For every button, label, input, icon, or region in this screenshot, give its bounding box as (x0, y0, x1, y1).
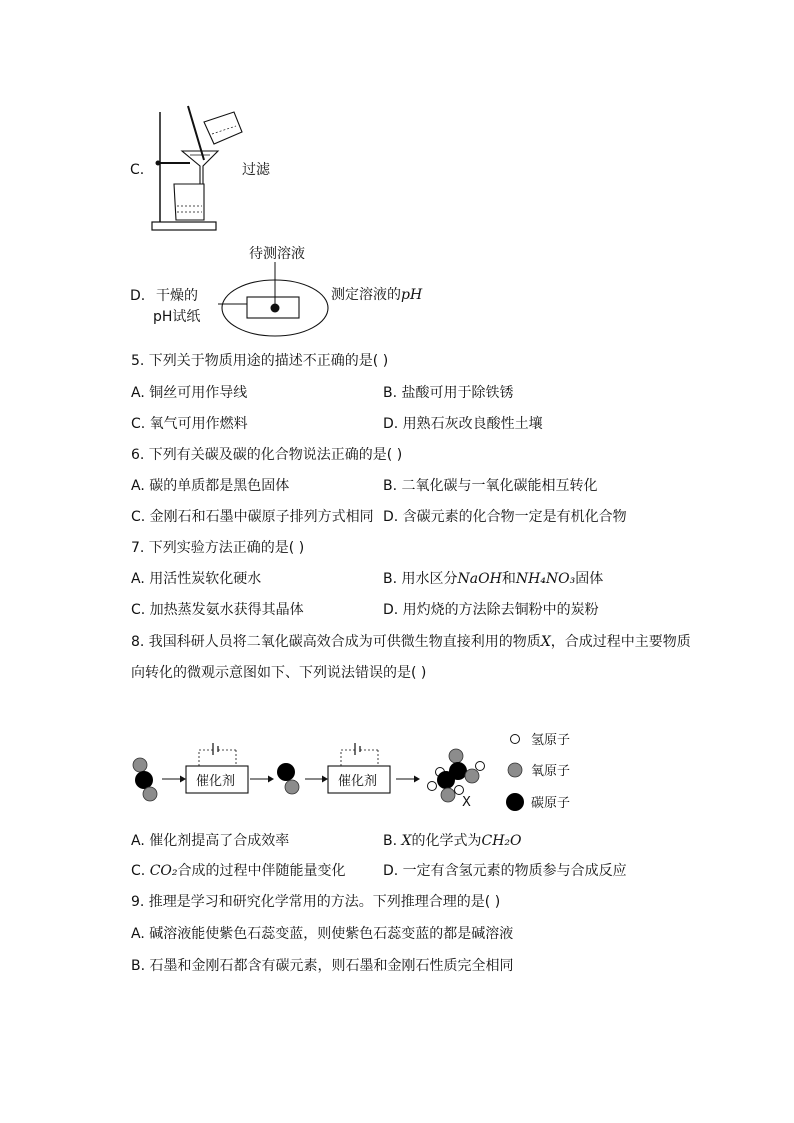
q8-stem-line-1 (131, 633, 691, 651)
q9-option-b: B. 石墨和金刚石都含有碳元素，则石墨和金刚石性质完全相同 (131, 958, 514, 974)
q6-option-d: D. 含碳元素的化合物一定是有机化合物 (383, 509, 627, 525)
option-d-right-label-var: pH (401, 287, 423, 303)
option-d-left-label-2: pH试纸 (153, 309, 201, 325)
q8-option-c-text: 合成的过程中伴随能量变化 (177, 863, 346, 879)
option-c-label: 过滤 (242, 162, 270, 178)
q8-option-c-letter: C. (131, 863, 150, 879)
q6-stem: 6. 下列有关碳及碳的化合物说法正确的是( ) (131, 447, 403, 463)
q7-option-b (383, 570, 603, 588)
legend-hydrogen-icon (511, 735, 520, 744)
q8-option-b-mid: 的化学式为 (411, 833, 482, 849)
q9-stem: 9. 推理是学习和研究化学常用的方法。下列推理合理的是( ) (131, 894, 501, 910)
ph-test-diagram (220, 268, 340, 338)
q6-option-a: A. 碳的单质都是黑色固体 (131, 478, 290, 494)
q6-option-b: B. 二氧化碳与一氧化碳能相互转化 (383, 478, 598, 494)
q7-option-b-suffix: 固体 (575, 571, 604, 587)
legend-oxygen-label: 氧原子 (531, 764, 571, 779)
q8-stem-var: X (540, 634, 551, 650)
reactant-oxygen-atom-top (133, 758, 147, 772)
legend-hydrogen-label: 氢原子 (531, 733, 571, 748)
product-x-label: X (462, 795, 471, 810)
q8-reaction-diagram (128, 722, 608, 832)
q5-stem: 5. 下列关于物质用途的描述不正确的是( ) (131, 353, 389, 369)
reactant-oxygen-atom-bottom (143, 787, 157, 801)
q5-option-b: B. 盐酸可用于除铁锈 (383, 385, 514, 401)
q7-option-c: C. 加热蒸发氨水获得其晶体 (131, 602, 304, 618)
q7-option-d: D. 用灼烧的方法除去铜粉中的炭粉 (383, 602, 599, 618)
option-c-letter: C. (130, 162, 145, 178)
q9-option-a: A. 碱溶液能使紫色石蕊变蓝，则使紫色石蕊变蓝的都是碱溶液 (131, 926, 514, 942)
q8-stem-text-a: 8. 我国科研人员将二氧化碳高效合成为可供微生物直接利用的物质 (131, 634, 541, 650)
intermediate-carbon-atom (277, 763, 295, 781)
q6-option-c: C. 金刚石和石墨中碳原子排列方式相同 (131, 509, 374, 525)
q8-option-b-prefix: B. (383, 833, 402, 849)
intermediate-oxygen-atom (285, 780, 299, 794)
legend-carbon-icon (506, 793, 524, 811)
q7-option-b-prefix: B. 用水区分 (383, 571, 458, 587)
option-d-right-label-text: 测定溶液的 (331, 287, 401, 303)
q8-option-c (131, 862, 346, 880)
product-x-molecule (428, 749, 485, 802)
filtration-apparatus-icon (148, 104, 248, 234)
q8-option-b (383, 832, 522, 850)
q7-option-a: A. 用活性炭软化硬水 (131, 571, 262, 587)
option-d-letter: D. (130, 288, 146, 304)
q8-option-d: D. 一定有含氢元素的物质参与合成反应 (383, 863, 627, 879)
legend-oxygen-icon (508, 763, 522, 777)
q8-option-b-var: X (401, 833, 412, 849)
q7-option-b-formula-1: NaOH (457, 571, 502, 587)
q8-option-c-formula: CO₂ (149, 863, 178, 879)
catalyst-2-label: 催化剂 (338, 774, 378, 789)
q8-option-a: A. 催化剂提高了合成效率 (131, 833, 290, 849)
option-d-left-label-1: 干燥的 (156, 288, 198, 304)
q5-option-c: C. 氧气可用作燃料 (131, 416, 248, 432)
option-d-right-label (331, 286, 422, 304)
q8-option-b-formula: CH₂O (481, 833, 522, 849)
q7-option-b-mid: 和 (501, 571, 516, 587)
q5-option-a: A. 铜丝可用作导线 (131, 385, 248, 401)
q5-option-d: D. 用熟石灰改良酸性土壤 (383, 416, 543, 432)
catalyst-1-label: 催化剂 (196, 774, 236, 789)
reactant-carbon-atom (135, 771, 153, 789)
q7-option-b-formula-2: NH₄NO₃ (515, 571, 576, 587)
q7-stem: 7. 下列实验方法正确的是( ) (131, 540, 305, 556)
q8-stem-text-b: ，合成过程中主要物质 (550, 634, 691, 650)
legend-carbon-label: 碳原子 (531, 796, 571, 811)
option-d-top-label: 待测溶液 (249, 246, 305, 262)
q8-stem-line-2: 向转化的微观示意图如下、下列说法错误的是( ) (131, 665, 427, 681)
